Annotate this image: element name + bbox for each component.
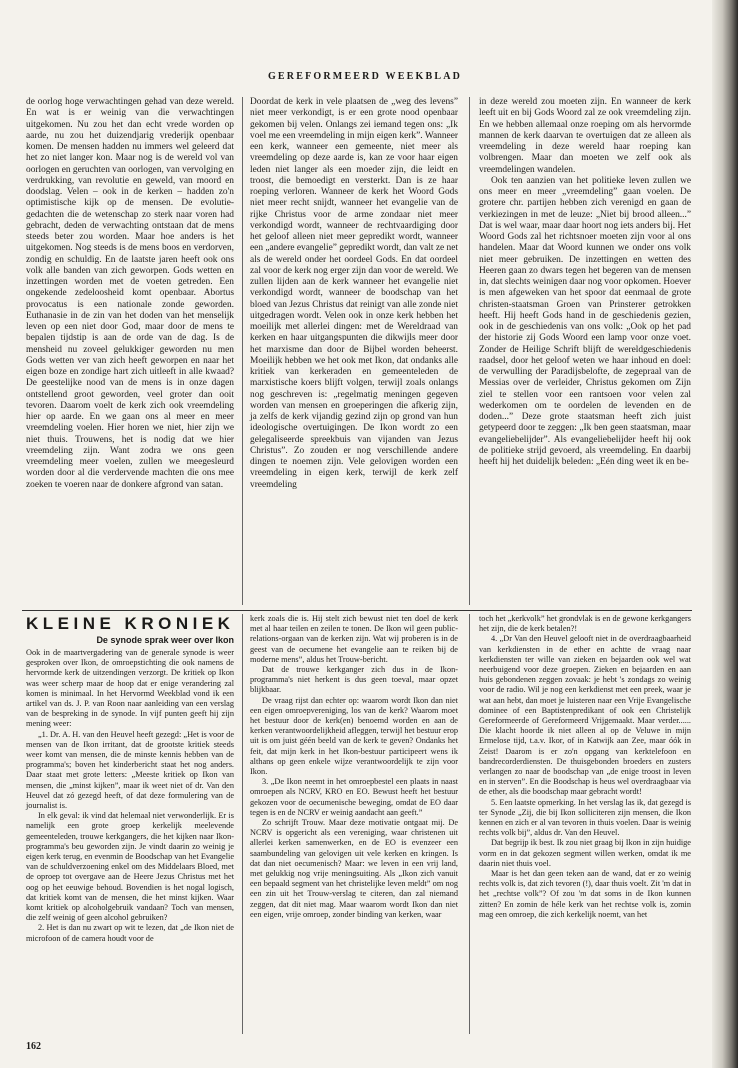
paragraph: 2. Het is dan nu zwart op wit te lezen, dat „de Ikon niet de microfoon of de camera houdt voor de xyxy=(26,923,234,943)
column-divider xyxy=(242,97,243,605)
paragraph: Dat begrijp ik best. Ik zou niet graag bij Ikon in zijn huidige vorm en in dat gekozen segment willen werken, omdat ik me daarin niet thuis voel. xyxy=(479,838,691,868)
article-column-2 xyxy=(250,97,458,491)
kroniek-column-1 xyxy=(26,648,234,944)
page-edge-shadow xyxy=(712,0,738,1068)
paragraph: in deze wereld zou moeten zijn. En wanneer de kerk leeft uit en bij Gods Woord zal ze ook vreemdeling zijn. En we hebben allemaal onze roeping om als hervormde mannen de kerk daarvan te overtuigen dat ze alleen als vreemdeling in deze wereld haar roeping kan volbrengen. Maar dan moeten we zelf ook als vreemdelingen wandelen. xyxy=(479,97,691,175)
paragraph: 5. Een laatste opmerking. In het verslag las ik, dat gezegd is ter Synode „Zij, die bij Ikon solliciteren zijn mensen, die Ikon kennen en zich er al van tevoren in thuis voelen. Daar is weinig rechts volk bij”, aldus dr. Van den Heuvel. xyxy=(479,797,691,838)
paragraph: Ook in de maartvergadering van de generale synode is weer gesproken over Ikon, de omroepstichting die ook namens de hervormde kerk de uitzendingen verzorgt. De kritiek op Ikon was weer scherp maar de hoop dat er enige verandering zal komen is minimaal. In het Hervormd Weekblad vond ik een artikel van ds. J. P. van Roon naar aanleiding van een verslag van de bespreking in de synode. In vijf punten geeft hij zijn mening weer: xyxy=(26,648,234,729)
section-subtitle: De synode sprak weer over Ikon xyxy=(96,635,234,645)
paragraph: toch het „kerkvolk” het grondvlak is en de gewone kerkgangers het zijn, die de kerk betalen?! xyxy=(479,614,691,634)
section-divider xyxy=(22,610,692,611)
column-divider xyxy=(469,614,470,1034)
paragraph: 3. „De Ikon neemt in het omroepbestel een plaats in naast omroepen als NCRV, KRO en EO. Bewust heeft het bestuur gekozen voor de oecumenische beweging, omdat de EO daar tegen is en de NCRV er weinig aandacht aan geeft.” xyxy=(250,777,458,817)
paragraph: Doordat de kerk in vele plaatsen de „weg des levens” niet meer verkondigt, is er een grote nood openbaar gekomen bij velen. Onlangs zei iemand tegen ons: „Ik voel me een vreemdeling in mijn eigen kerk”. Wanneer een kerk, wanneer een gemeente, niet meer als vreemdeling op deze aarde is, kan ze voor haar eigen leden niet langer als een moeder zijn, die leidt en troost, die bemoedigt en versterkt. Dan is ze haar roeping verloren. Wanneer de kerk het Woord Gods niet meer recht snijdt, wanneer het evangelie van de rijke Christus voor de arme zondaar niet meer verkondigd wordt, wanneer de rechtvaardiging door het geloof alleen niet meer gepredikt wordt, wanneer een „andere evangelie” gepredikt wordt, dan valt ze net als de wereld onder het oordeel Gods. En dat oordeel zal voor de kerk nog erger zijn dan voor de wereld. We zullen lijden aan de kerk wanneer het evangelie niet verkondigd wordt, wanneer de boodschap van het bloed van Jezus Christus dat reinigt van alle zonde niet uitgedragen wordt. Velen ook in onze kerk hebben het moeilijk met allerlei dingen: met de Wereldraad van kerken en haar uitgangspunten die dikwijls meer door het marxisme dan door de Bijbel worden beheerst. Moeilijk hebben we het ook met Ikon, dat ondanks alle kritiek van kerkeraden en gemeenteleden de marxistische koers blijft volgen, terwijl zoals onlangs nog geschreven is: „regelmatig meningen gegeven worden van mensen en groeperingen die afkerig zijn, ja zelfs de kerk vijandig gezind zijn op grond van hun ideologische overtuigingen. De Ikon wordt zo een gelegaliseerde spreekbuis van vijanden van Jezus Christus”. Zo zouden er nog verschillende andere dingen te noemen zijn. Vele gelovigen worden een vreemdeling in eigen kerk, terwijl de kerk zelf vreemdeling xyxy=(250,97,458,490)
kroniek-column-3 xyxy=(479,614,691,920)
kroniek-column-2 xyxy=(250,614,458,920)
paragraph: „1. Dr. A. H. van den Heuvel heeft gezegd: „Het is voor de mensen van de Ikon irritant, dat de grootste kritiek steeds weer komt van mensen, die de minste kennis hebben van de programma's; boven het kinderbericht staat het nog anders. Daar staat met grote letters: „Meeste kritiek op Ikon van mensen, die „minst kijken”, maar ik weet niet of dr. Van den Heuvel dat zó gezegd heeft, of dat deze formulering van de journalist is. xyxy=(26,729,234,811)
paragraph: Dat de trouwe kerkganger zich dus in de Ikon-programma's niet herkent is dus geen toeval, maar opzet blijkbaar. xyxy=(250,665,458,695)
article-column-1 xyxy=(26,97,234,491)
column-divider xyxy=(469,97,470,605)
running-header: GEREFORMEERD WEEKBLAD xyxy=(267,71,463,82)
column-divider xyxy=(242,614,243,1034)
article-column-3 xyxy=(479,97,691,468)
paragraph: In elk geval: ik vind dat helemaal niet verwonderlijk. Er is namelijk een grote groep kerkelijk meelevende gemeenteleden, trouwe kerkgangers, die het kijken naar Ikon-programma's beu geworden zijn. Je vindt daarin zo weinig je eigen kerk terug, en evenmin de Boodschap van het Evangelie van de schuldverzoening enkel om des Middelaars Bloed, met de oproep tot overgave aan de Heere Jezus Christus met het oog op het eeuwige behoud. Bovendien is het nogal logisch, dat kritiek komt van de mensen, die het minst kijken. Waar komt kritiek op alcoholgebruik vandaan? Toch van mensen, die zelf weinig of geen alcohol gebruiken? xyxy=(26,811,234,923)
paragraph: Zo schrijft Trouw. Maar deze motivatie ontgaat mij. De NCRV is opgericht als een vereniging, waar christenen uit allerlei kerken samenwerken, en de EO is evenzeer een saambundeling van gelovigen uit vele kerken en kringen. Is dat dan niet oecumenisch? Maar: we leven in een vrij land, met gelukkig nog vrije meningsuiting. Als „Ikon zich vanuit een bepaald segment van het christelijke leven meldt” om nog een zin uit het Trouw-verslag te citeren, dan zal niemand zeggen, dat dit niet mag. Maar waarom wordt Ikon dan niet een eigen, vrije omroep, zonder binding van kerken, waar xyxy=(250,818,458,919)
paragraph: De vraag rijst dan echter op: waarom wordt Ikon dan niet een eigen omroepvereniging, los van de kerk? Waarom moet het bestuur door de kerk(en) benoemd worden en aan de kerken verantwoordelijkheid afleggen, terwijl het bestuur erop uit is om juist géén beeld van de kerk te geven? Ondanks het feit, dat mijn kerk in het Ikon-bestuur participeert wens ik althans op geen enkele wijze verantwoordelijk te zijn voor Ikon. xyxy=(250,695,458,777)
page-number: 162 xyxy=(26,1041,41,1052)
paragraph: Maar is het dan geen teken aan de wand, dat er zo weinig rechts volk is, dat zich tevoren (!), daar thuis voelt. Zit 'm dat in het „rechtse volk”? Of zou 'm dat soms in de Ikon kunnen zitten? En zomin de héle kerk van het rechtse volk is, zomin mag een omroep, die zich kerkelijk noemt, van het xyxy=(479,869,691,919)
paragraph: Ook ten aanzien van het politieke leven zullen we ons meer en meer „vreemdeling” gaan voelen. De grotere chr. partijen hebben zich verenigd en gaan de verkiezingen in met de leuze: „Niet bij brood alleen...” Dat is wel waar, maar daar hoort nog iets anders bij. Het Woord Gods zal het richtsnoer moeten zijn voor al ons handelen. Maar dat Woord kunnen we onder ons volk niet meer gebruiken. De inzettingen en wetten des Heeren gaan zo dwars tegen het begeren van de mensen in, dat slechts weinigen daar nog voor opkomen. Hoever is men afgeweken van het spoor dat eenmaal de grote christen-staatsman Groen van Prinsterer getrokken heeft. Hij heeft Gods hand in de geschiedenis gezien, ook in de geschiedenis van ons volk: „Ook op het pad der historie zij Gods Woord een lamp voor onze voet. Zonder de Heilige Schrift blijft de wereldgeschiedenis raadsel, door het geloof weten we haar inhoud en doel: de verwulling der Paradijsbelofte, de zegepraal van de Messias over de verleider, Christus gekomen om Zijn ziel te stellen voor een rantsoen voor velen zal wederkomen om te oordelen de levenden en de doden...” Deze grote staatsman heeft zich juist getypeerd door te zeggen: „Ik ben geen staatsman, maar evangeliebelijder”. Als evangeliebelijder heeft hij ook de politieke strijd gevoerd, als vreemdeling. En daarbij heeft hij het duidelijk beleden: „Eén ding weet ik en be- xyxy=(479,175,691,467)
section-title: KLEINE KRONIEK xyxy=(26,614,235,633)
paragraph: de oorlog hoge verwachtingen gehad van deze wereld. En wat is er weinig van die verwachtingen uitgekomen. Nu zou het dan echt vrede worden op aarde, nu zou het duizendjarig vrederijk openbaar komen. De mensen hadden nu immers wel geleerd dat het zo niet langer kon. Maar nog is de wereld vol van oorlogen en geruchten van oorlogen, van vervolging en verdrukking, van revolutie en geweld, van moord en doodslag. Velen – ook in de kerken – hadden zo'n optimistische kijk op de mensen. De evolutie-gedachten die de wetenschap zo sterk naar voren had gebracht, deden de verwachting ontstaan dat de mens steeds beter zou worden. Maar hoe anders is het uitgekomen. Nog steeds is de mens boos en verdorven, zondig en schuldig. En de laatste jaren heeft ook ons volk alle banden van zich geworpen. Gods wetten en inzettingen worden met de voeten getreden. Een ongekende zedeloosheid komt openbaar. Abortus provocatus is een nationale zonde geworden. Euthanasie in de zin van het doden van het menselijk leven op een niet door God, maar door de mens te bepalen tijdstip is aan de orde van de dag. Is de mensheid nu zoveel gelukkiger geworden nu men Gods wetten ver van zich heeft geworpen en naar het eigen boze en zondige hart zich uitleeft in alle kwaad? De geestelijke nood van de mens is in onze dagen ontstellend groot geworden, veel groter dan ooit tevoren. Daarom voelt de kerk zich ook vreemdeling hier op aarde. En we gaan ons al meer en meer vreemdeling voelen. Hier horen we niet, hier zijn we niet thuis. Trouwens, het is nodig dat we hier vreemdeling zijn. Want zodra we ons geen vreemdeling meer voelen, zullen we meegesleurd worden door al die verdervende machten die ons mee zoeken te voeren naar de donkere afgrond van satan. xyxy=(26,97,234,490)
paragraph: 4. „Dr Van den Heuvel gelooft niet in de overdraagbaarheid van kerkdiensten in de ether en achtte de vraag naar kerkdiensten ter wille van zieken en bejaarden ook wel wat neerbuigend voor deze groepen. Zieken en bejaarden en aan huis gebondenen zeggen zovaak: je hebt 's zondags zo weinig voor de radio. Wil je nog een kerkdienst met een preek, waar je wat aan hebt, dan moet je luisteren naar een Vrije Evangelische dominee of een Baptistenpredikant of ook een Christelijk Gereformeerde of Gereformeerd Vrijgemaakt. Maar verder...... Die klacht hoorde ik niet alleen al op de Veluwe in mijn Ermelose tijd, t.a.v. Ikor, of in Katwijk aan Zee, maar óók in Zeist! Daarom is er zo'n opgang van kerktelefoon en bandrecorderdiensten. De thuisgebonden broeders en zusters verlangen zo naar de boodschap van „de enige troost in leven en in sterven”. En die Boodschap is heus wel overdraagbaar via de ether, als die boodschap maar gebracht wordt! xyxy=(479,634,691,797)
paragraph: kerk zoals die is. Hij stelt zich bewust niet ten doel de kerk met al haar teilen en zeilen te tonen. De Ikon wil geen public-relations-orgaan van de kerken zijn. Wat wij proberen is in de geest van de oecumene het evangelie aan te reiken bij de moderne mens”, aldus het Trouw-bericht. xyxy=(250,614,458,664)
